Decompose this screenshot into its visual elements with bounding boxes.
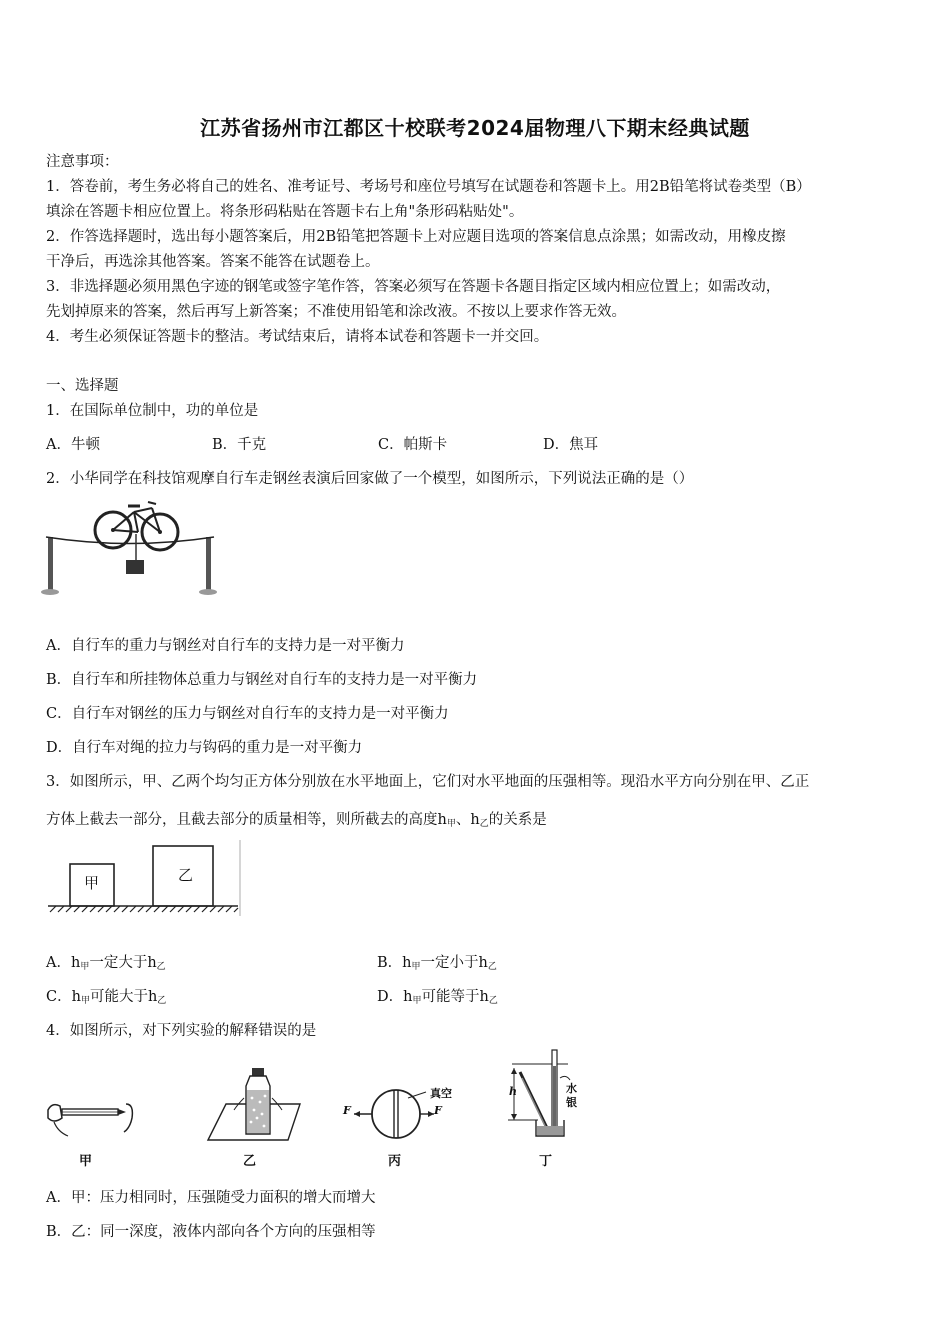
left-pole-icon [41,537,59,595]
q3-option-d-prefix: D．h [377,989,413,1005]
q3-option-d-sub1: 甲 [412,996,422,1006]
sphere-icon [372,1090,420,1138]
right-pole-icon [199,537,217,595]
notice-heading: 注意事项： [46,154,119,170]
right-finger-icon [124,1104,132,1132]
q3-stem-line-1: 3．如图所示，甲、乙两个均匀正方体分别放在水平地面上，它们对水平地面的压强相等。现沿水平方向分别在甲、乙正 [46,774,810,790]
water-bottle-figure [204,1068,304,1144]
mercury-label-2: 银 [566,1096,577,1109]
q3-option-b-sub2: 乙 [487,962,497,972]
notice-line-7: 4．考生必须保证答题卡的整洁。考试结束后，请将本试卷和答题卡一并交回。 [46,329,549,345]
q1-option-a: A．牛顿 [46,437,100,453]
q3-option-b-mid: 一定小于h [420,955,488,971]
q3-option-a-sub2: 乙 [156,962,166,972]
q3-option-d-sub2: 乙 [488,996,498,1006]
cubes-figure [46,840,246,920]
section-heading: 一、选择题 [46,378,119,394]
vacuum-label: 真空 [430,1087,452,1100]
cube-jia-label: 甲 [84,874,100,892]
fig-label-yi: 乙 [243,1154,257,1169]
q3-option-a [46,953,166,977]
notice-line-1: 1．答卷前，考生务必将自己的姓名、准考证号、考场号和座位号填写在试题卷和答题卡上。用2B铅笔将试卷类型（B） [46,179,811,195]
q3-option-d-mid: 可能等于h [421,989,489,1005]
q3-option-d [377,987,498,1011]
page-title: 江苏省扬州市江都区十校联考2024届物理八下期末经典试题 [200,116,750,140]
q3-option-b-sub1: 甲 [411,962,421,972]
q4-option-b: B．乙：同一深度，液体内部向各个方向的压强相等 [46,1224,376,1240]
q3-option-c-sub2: 乙 [157,996,167,1006]
q3-option-b [377,953,497,977]
q1-stem: 1．在国际单位制中，功的单位是 [46,403,259,419]
q3-option-c-sub1: 甲 [80,996,90,1006]
q2-option-a: A．自行车的重力与钢丝对自行车的支持力是一对平衡力 [46,638,405,654]
q1-option-b: B．千克 [212,437,267,453]
q3-stem-sep: 、h [455,812,480,828]
q3-option-b-prefix: B．h [377,955,412,971]
q1-option-d: D．焦耳 [543,437,599,453]
q3-stem-part-a: 方体上截去一部分，且截去部分的质量相等，则所截去的高度h [46,812,447,828]
q3-option-c-mid: 可能大于h [89,989,158,1005]
cube-yi-label: 乙 [178,866,194,884]
fig-label-jia: 甲 [79,1154,93,1169]
notice-line-5: 3．非选择题必须用黑色字迹的钢笔或签字笔作答，答案必须写在答题卡各题目指定区域内相应位置上；如需改动， [46,279,781,295]
q3-stem-part-b: 的关系是 [488,812,547,828]
bottle-cap-icon [252,1068,264,1076]
notice-line-6: 先划掉原来的答案，然后再写上新答案；不准使用铅笔和涂改液。不按以上要求作答无效。 [46,304,626,320]
fig-label-ding: 丁 [539,1154,553,1169]
notice-line-2: 填涂在答题卡相应位置上。将条形码粘贴在答题卡右上角"条形码粘贴处"。 [46,204,524,220]
q2-option-c: C．自行车对钢丝的压力与钢丝对自行车的支持力是一对平衡力 [46,706,449,722]
q1-option-c: C．帕斯卡 [378,437,448,453]
hook-weight-icon [126,560,144,574]
q2-option-b: B．自行车和所挂物体总重力与钢丝对自行车的支持力是一对平衡力 [46,672,478,688]
q3-option-a-mid: 一定大于h [89,955,157,971]
q2-option-d: D．自行车对绳的拉力与钩码的重力是一对平衡力 [46,740,363,756]
q2-stem: 2．小华同学在科技馆观摩自行车走钢丝表演后回家做了一个模型，如图所示，下列说法正确的是（） [46,471,694,487]
mercury-label-1: 水 [566,1082,577,1095]
force-right-label: F [434,1104,442,1117]
notice-line-3: 2．作答选择题时，选出每小题答案后，用2B铅笔把答题卡上对应题目选项的答案信息点涂黑；如需改动，用橡皮擦 [46,229,786,245]
ground-hatch [50,906,238,912]
q4-stem: 4．如图所示，对下列实验的解释错误的是 [46,1023,317,1039]
bicycle-wire-figure [40,492,230,602]
q3-option-c [46,987,166,1011]
height-label: h [509,1085,517,1098]
q4-option-a: A．甲：压力相同时，压强随受力面积的增大而增大 [46,1190,376,1206]
left-finger-icon [48,1105,62,1121]
force-left-label: F [343,1104,351,1117]
q3-sub-yi: 乙 [479,819,489,829]
notice-line-4: 干净后，再选涂其他答案。答案不能答在试题卷上。 [46,254,380,270]
q3-option-a-sub1: 甲 [80,962,90,972]
q3-stem-line-2 [46,810,547,834]
pencil-fingers-figure [44,1096,140,1140]
fig-label-bing: 丙 [388,1154,402,1169]
tilted-tube-icon [520,1072,548,1130]
q3-option-a-prefix: A．h [46,955,81,971]
q3-option-c-prefix: C．h [46,989,81,1005]
q3-sub-jia: 甲 [446,819,456,829]
